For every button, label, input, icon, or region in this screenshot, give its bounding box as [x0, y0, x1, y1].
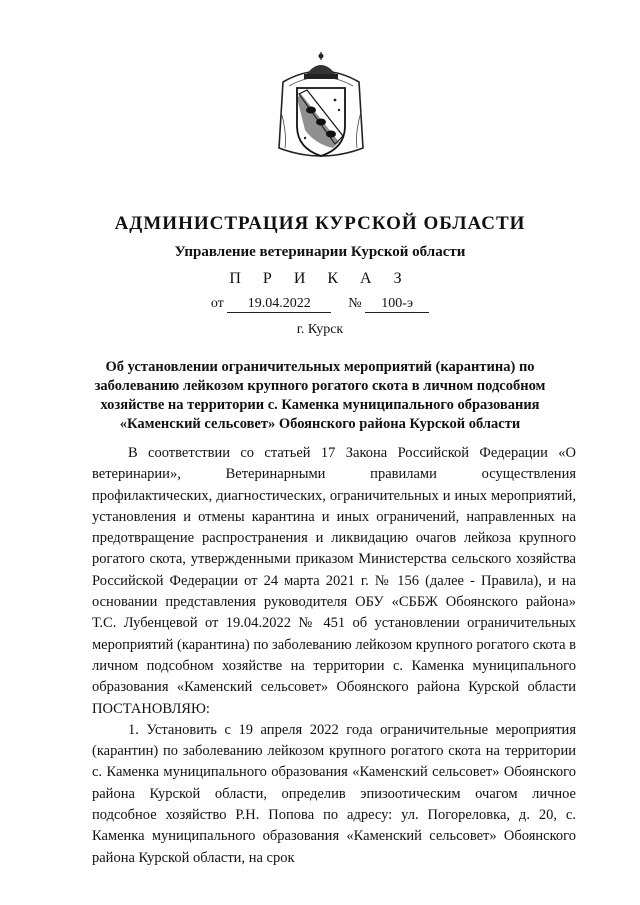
- kursk-coat-of-arms-icon: [275, 52, 367, 164]
- document-title: Об установлении ограничительных мероприятий (карантина) по заболеванию лейкозом крупного рогатого скота в личном подсобном хозяйстве на территории с. Каменка муниципального образования «Каменский сельсовет» Обоянского района Курской области: [94, 359, 546, 432]
- body-paragraph: 1. Установить с 19 апреля 2022 года ограничительные мероприятия (карантин) по заболеванию лейкозом крупного рогатого скота на территории с. Каменка муниципального образования «Каменский сельсовет» Обоянского района Курской области, определив эпизоотическим очагом личное подсобное хозяйство Р.Н. Попова по адресу: ул. Погореловка, д. 20, с. Каменка муниципального образования «Каменский сельсовет» Обоянского района Курской области, на срок: [92, 721, 576, 866]
- organization-name: АДМИНИСТРАЦИЯ КУРСКОЙ ОБЛАСТИ: [114, 213, 526, 234]
- date-number-line: [0, 296, 640, 313]
- document-type: П Р И К А З: [229, 270, 411, 287]
- number-prefix: №: [348, 296, 362, 311]
- document-date: 19.04.2022: [227, 296, 331, 313]
- city: г. Курск: [296, 322, 344, 337]
- body-paragraph: В соответствии со статьей 17 Закона Российской Федерации «О ветеринарии», Ветеринарными правилами осуществления профилактических, диагностических, ограничительных и иных мероприятий, установления и отмены карантина и иных ограничений, направленных на предотвращение распространения и ликвидацию очагов лейкоза крупного рогатого скота, утвержденными приказом Министерства сельского хозяйства Российской Федерации от 24 марта 2021 г. № 156 (далее - Правила), и на основании представления руководителя ОБУ «СББЖ Обоянского района» Т.С. Лубенцевой от 19.04.2022 № 451 об установлении ограничительных мероприятий (карантина) по заболеванию лейкозом крупного рогатого скота в личном подсобном хозяйстве на территории с. Каменка муниципального образования «Каменский сельсовет» Обоянского района Курской области ПОСТАНОВЛЯЮ:: [92, 445, 576, 717]
- department-name: Управление ветеринарии Курской области: [174, 244, 466, 260]
- document-number: 100-э: [365, 296, 429, 313]
- document-body: [92, 443, 576, 869]
- date-prefix: от: [210, 296, 224, 311]
